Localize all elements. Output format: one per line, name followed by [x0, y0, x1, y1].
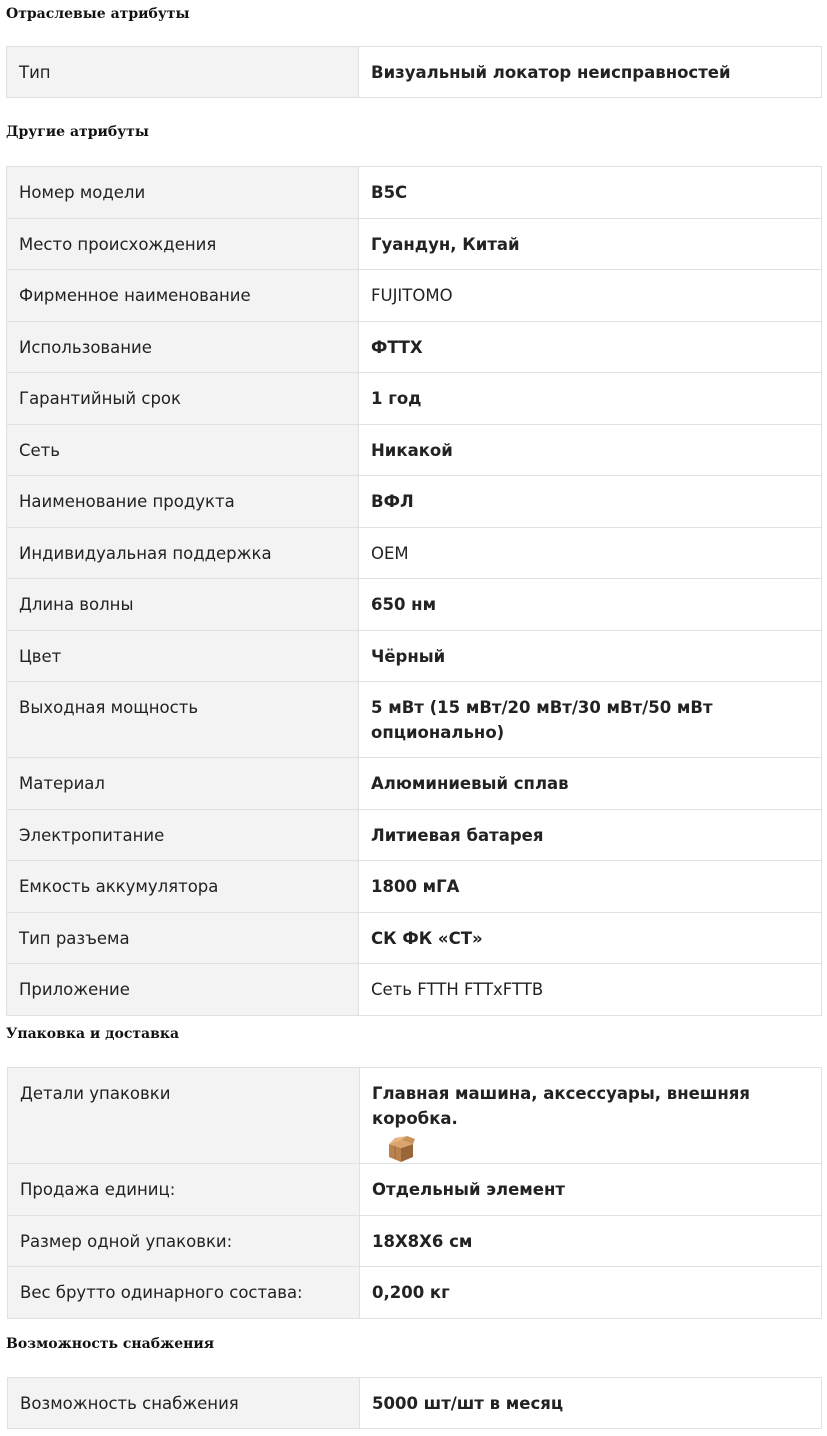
supply-table	[7, 1377, 822, 1429]
packaging-table	[7, 1067, 822, 1319]
attr-key: Номер модели	[7, 167, 359, 219]
table-row	[7, 630, 822, 682]
section-title-other: Другие атрибуты	[6, 124, 149, 140]
attr-value: FUJITOMO	[359, 270, 822, 322]
table-row	[7, 809, 822, 861]
attr-value: Чёрный	[359, 630, 822, 682]
attr-key: Приложение	[7, 964, 359, 1016]
table-row	[7, 424, 822, 476]
attr-key: Емкость аккумулятора	[7, 861, 359, 913]
attr-value: Сеть FTTH FTTxFTTB	[359, 964, 822, 1016]
attr-value: Гуандун, Китай	[359, 218, 822, 270]
table-row	[8, 1164, 822, 1216]
attr-key: Продажа единиц:	[8, 1164, 360, 1216]
attr-value: 5 мВт (15 мВт/20 мВт/30 мВт/50 мВт опционально)	[359, 682, 822, 758]
table-row	[8, 1267, 822, 1319]
attr-key: Тип	[7, 47, 359, 98]
attr-key: Материал	[7, 758, 359, 810]
attr-key: Выходная мощность	[7, 682, 359, 758]
attr-value: 650 нм	[359, 579, 822, 631]
attr-value: B5C	[359, 167, 822, 219]
attr-value: Никакой	[359, 424, 822, 476]
table-row	[7, 218, 822, 270]
table-row	[8, 1378, 822, 1429]
attr-value: Алюминиевый сплав	[359, 758, 822, 810]
table-row	[7, 476, 822, 528]
attr-value: 1 год	[359, 373, 822, 425]
attr-value: ВФЛ	[359, 476, 822, 528]
attr-key: Электропитание	[7, 809, 359, 861]
attr-value: ФТТХ	[359, 321, 822, 373]
attr-key: Фирменное наименование	[7, 270, 359, 322]
attr-key: Индивидуальная поддержка	[7, 527, 359, 579]
attr-key: Вес брутто одинарного состава:	[8, 1267, 360, 1319]
table-row	[7, 47, 822, 98]
attr-key: Длина волны	[7, 579, 359, 631]
table-row	[7, 321, 822, 373]
table-row	[7, 579, 822, 631]
attr-key: Использование	[7, 321, 359, 373]
table-row	[7, 861, 822, 913]
attr-key: Место происхождения	[7, 218, 359, 270]
table-row	[7, 758, 822, 810]
section-title-packaging: Упаковка и доставка	[6, 1026, 180, 1042]
table-row	[8, 1068, 822, 1164]
table-row	[7, 527, 822, 579]
attr-key: Цвет	[7, 630, 359, 682]
section-title-industry: Отраслевые атрибуты	[6, 6, 190, 22]
table-row	[7, 167, 822, 219]
attr-value: СК ФК «СТ»	[359, 912, 822, 964]
attr-value: 1800 мГА	[359, 861, 822, 913]
table-row	[7, 964, 822, 1016]
attr-key: Размер одной упаковки:	[8, 1215, 360, 1267]
table-row	[7, 682, 822, 758]
attr-key: Тип разъема	[7, 912, 359, 964]
attr-key: Гарантийный срок	[7, 373, 359, 425]
industry-attributes-table	[6, 46, 822, 98]
attr-key: Возможность снабжения	[8, 1378, 360, 1429]
attr-key: Детали упаковки	[8, 1068, 360, 1164]
attr-value: Отдельный элемент	[360, 1164, 822, 1216]
table-row	[8, 1215, 822, 1267]
table-row	[7, 912, 822, 964]
attr-key: Наименование продукта	[7, 476, 359, 528]
attr-value: 5000 шт/шт в месяц	[360, 1378, 822, 1429]
attr-value: Главная машина, аксессуары, внешняя коробка.	[372, 1084, 750, 1128]
attr-value-cell	[360, 1068, 822, 1164]
attr-value: Визуальный локатор неисправностей	[359, 47, 822, 98]
table-row	[7, 270, 822, 322]
other-attributes-table	[6, 166, 822, 1016]
table-row	[7, 373, 822, 425]
section-title-supply: Возможность снабжения	[6, 1336, 215, 1352]
cardboard-box-icon	[386, 1135, 416, 1163]
attr-value: OEM	[359, 527, 822, 579]
attr-value: 18X8X6 см	[360, 1215, 822, 1267]
attr-value: Литиевая батарея	[359, 809, 822, 861]
attr-value: 0,200 кг	[360, 1267, 822, 1319]
attr-key: Сеть	[7, 424, 359, 476]
